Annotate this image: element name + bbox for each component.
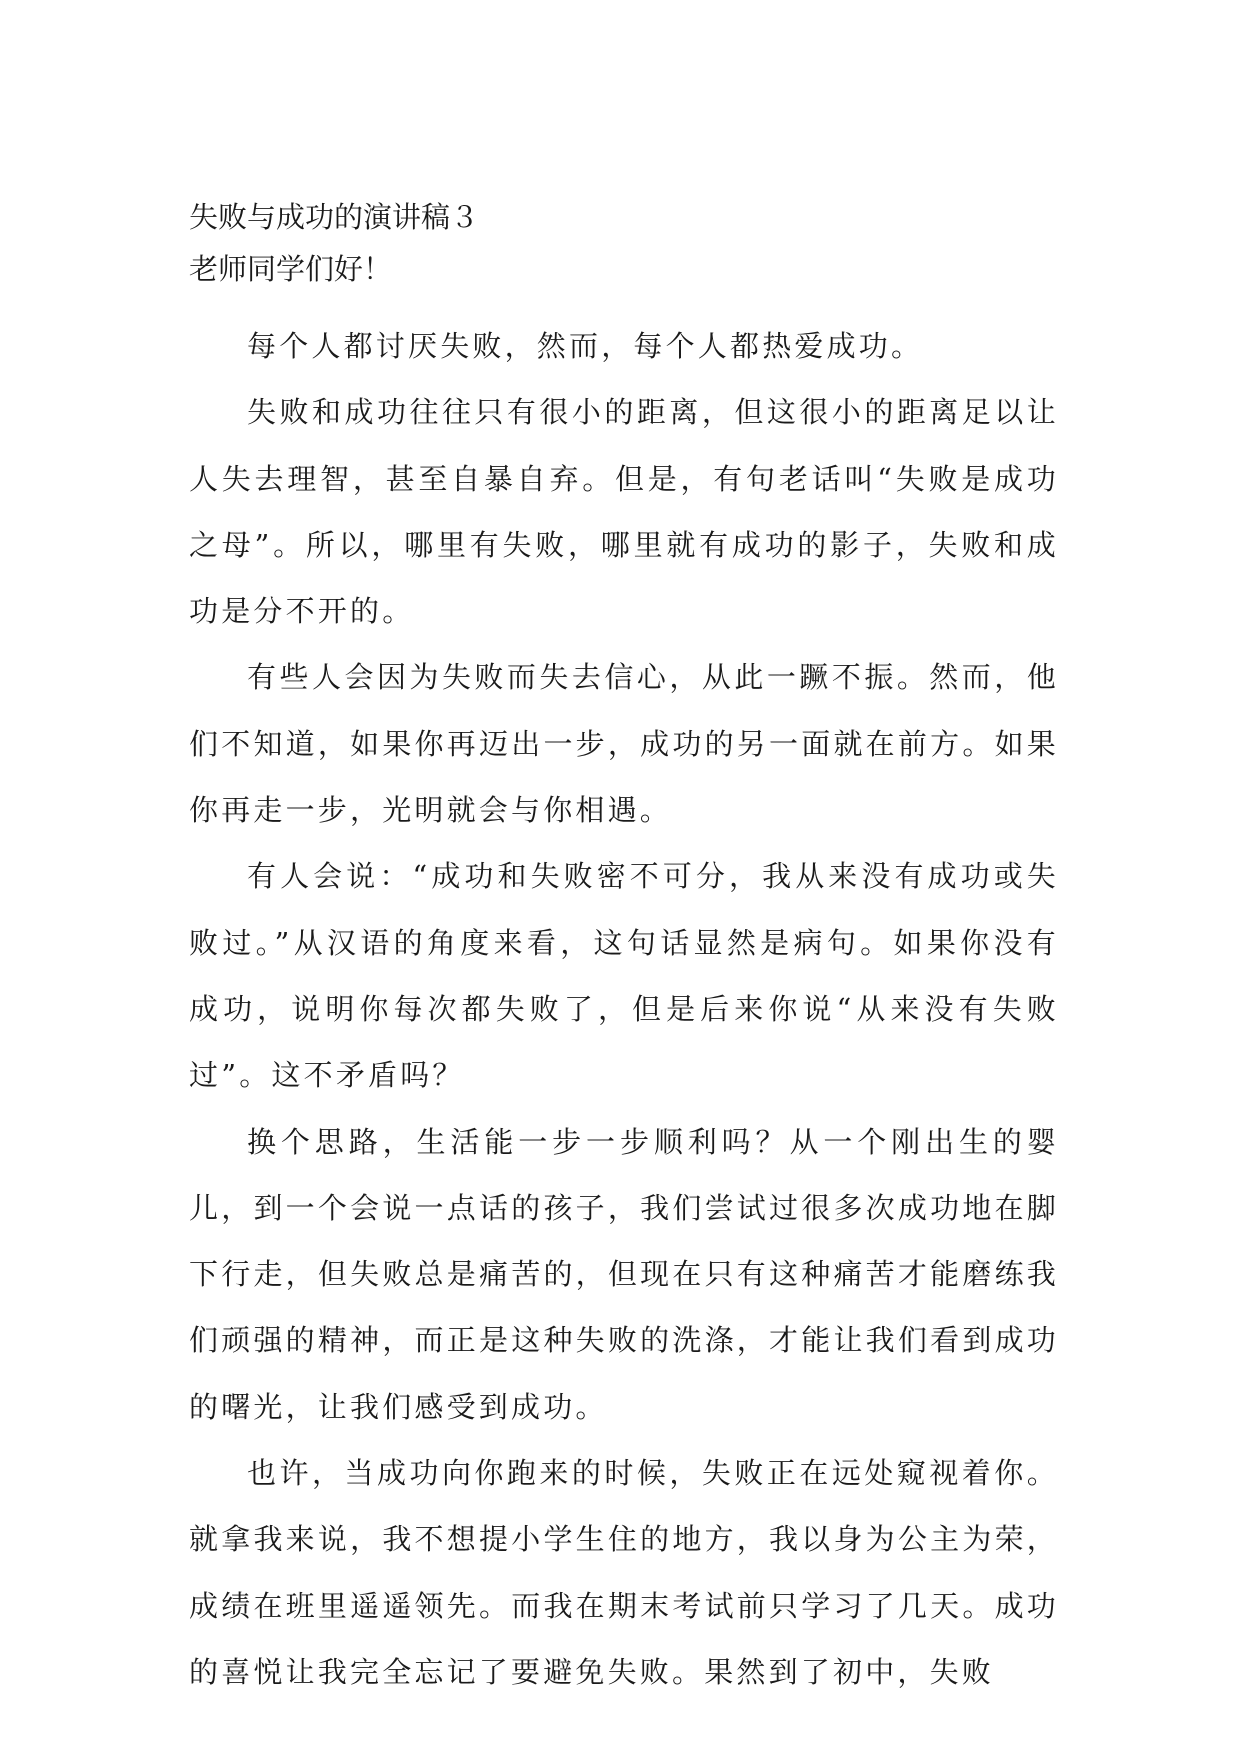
- document-body: [189, 313, 1059, 1705]
- paragraph: 失败和成功往往只有很小的距离，但这很小的距离足以让人失去理智，甚至自暴自弃。但是，有句老话叫“失败是成功之母”。所以，哪里有失败，哪里就有成功的影子，失败和成功是分不开的。: [189, 395, 1059, 629]
- paragraph: 有人会说：“成功和失败密不可分，我从来没有成功或失败过。”从汉语的角度来看，这句话显然是病句。如果你没有成功，说明你每次都失败了，但是后来你说“从来没有失败过”。这不矛盾吗？: [189, 859, 1059, 1093]
- paragraph: 有些人会因为失败而失去信心，从此一蹶不振。然而，他们不知道，如果你再迈出一步，成功的另一面就在前方。如果你再走一步，光明就会与你相遇。: [189, 660, 1059, 828]
- paragraph: 每个人都讨厌失败，然而，每个人都热爱成功。: [247, 329, 924, 363]
- document-title: 失败与成功的演讲稿３: [189, 200, 480, 234]
- paragraph: 也许，当成功向你跑来的时候，失败正在远处窥视着你。就拿我来说，我不想提小学生住的地方，我以身为公主为荣，成绩在班里遥遥领先。而我在期末考试前只学习了几天。成功的喜悦让我完全忘记了要避免失败。果然到了初中，失败: [189, 1456, 1059, 1689]
- greeting-line: 老师同学们好！: [189, 252, 393, 286]
- paragraph: 换个思路，生活能一步一步顺利吗？从一个刚出生的婴儿，到一个会说一点话的孩子，我们尝试过很多次成功地在脚下行走，但失败总是痛苦的，但现在只有这种痛苦才能磨练我们顽强的精神，而正是这种失败的洗涤，才能让我们看到成功的曙光，让我们感受到成功。: [189, 1124, 1059, 1424]
